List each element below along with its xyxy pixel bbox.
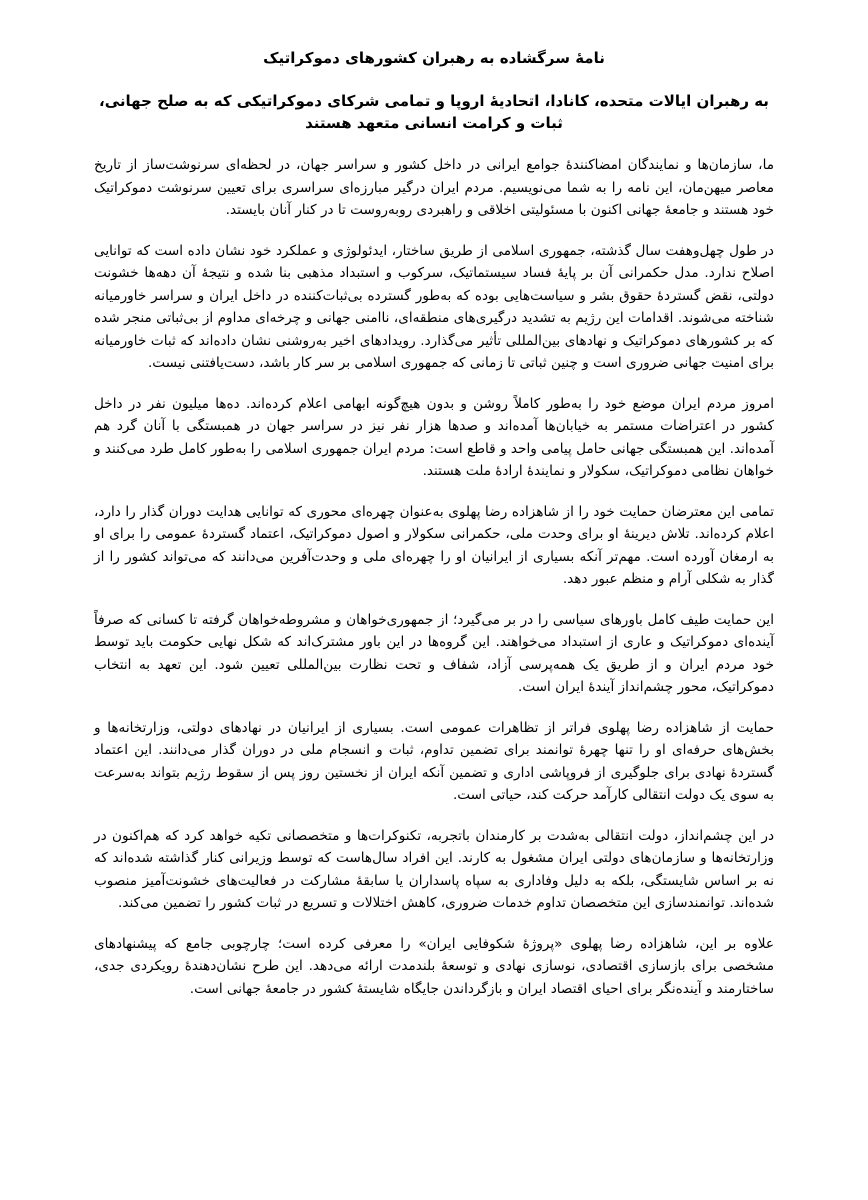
paragraph-8: علاوه بر این، شاهزاده رضا پهلوی «پروژهٔ شکوفایی ایران» را معرفی کرده است؛ چارچوبی جامع که پیشنهادهای مشخصی برای بازسازی اقتصادی، نوسازی نهادی و توسعهٔ بلندمدت ارائه می‌دهد. این طرح نشان‌دهندهٔ رویکردی جدی، ساختارمند و آینده‌نگر برای احیای اقتصاد ایران و بازگرداندن جایگاه شایستهٔ کشور در جامعهٔ جهانی است. bbox=[94, 935, 774, 997]
paragraph-3: امروز مردم ایران موضع خود را به‌طور کاملاً روشن و بدون هیچ‌گونه ابهامی اعلام کرده‌اند. ده‌ها میلیون نفر در داخل کشور در اعتراضات مستمر به خیابان‌ها آمده‌اند و صدها هزار نفر نیز در سراسر جهان در همبستگی با آنان گرد هم آمده‌اند. این همبستگی جهانی حامل پیامی واحد و قاطع است: مردم ایران جمهوری اسلامی را به‌طور کامل طرد می‌کنند و خواهان نظامی دموکراتیک، سکولار و نمایندهٔ ارادهٔ ملت هستند. bbox=[94, 395, 774, 479]
paragraph-5: این حمایت طیف کامل باورهای سیاسی را در بر می‌گیرد؛ از جمهوری‌خواهان و مشروطه‌خواهان گرفته تا کسانی که صرفاً آینده‌ای دموکراتیک و عاری از استبداد می‌خواهند. این گروه‌ها در این باور مشترک‌اند که شکل نهایی حکومت باید توسط خود مردم ایران و از طریق یک همه‌پرسی آزاد، شفاف و تحت نظارت بین‌المللی تعیین شود. این تعهد به انتخاب دموکراتیک، محور چشم‌انداز آیندهٔ ایران است. bbox=[94, 611, 774, 695]
letter-subtitle: به رهبران ایالات متحده، کانادا، اتحادیهٔ اروپا و تمامی شرکای دموکراتیکی که به صلح جهانی، ثبات و کرامت انسانی متعهد هستند bbox=[99, 92, 769, 132]
paragraph-2: در طول چهل‌وهفت سال گذشته، جمهوری اسلامی از طریق ساختار، ایدئولوژی و عملکرد خود نشان داده است که توانایی اصلاح ندارد. مدل حکمرانی آن بر پایهٔ فساد سیستماتیک، سرکوب و استبداد مذهبی بنا شده و نتیجهٔ آن دهه‌ها خشونت دولتی، نقض گستردهٔ حقوق بشر و سیاست‌هایی بوده که به‌طور گسترده بی‌ثبات‌کننده در داخل ایران و سراسر خاورمیانه شناخته می‌شوند. اقدامات این رژیم به تشدید درگیری‌های منطقه‌ای، ناامنی جهانی و چرخه‌ای مداوم از بی‌ثباتی منجر شده که بر کشورهای دموکراتیک و نهادهای بین‌المللی تأثیر می‌گذارد. رویدادهای اخیر به‌روشنی نشان داده‌اند که ثبات خاورمیانه برای امنیت جهانی ضروری است و چنین ثباتی تا زمانی که جمهوری اسلامی بر سر کار باشد، دست‌یافتنی نیست. bbox=[94, 242, 774, 371]
letter-title: نامهٔ سرگشاده به رهبران کشورهای دموکراتیک bbox=[263, 49, 605, 67]
paragraph-6: حمایت از شاهزاده رضا پهلوی فراتر از تظاهرات عمومی است. بسیاری از ایرانیان در نهادهای دولتی، وزارتخانه‌ها و بخش‌های حرفه‌ای او را تنها چهرهٔ توانمند برای تضمین تداوم، ثبات و انسجام ملی در دوران گذار می‌دانند. این اعتماد گستردهٔ نهادی برای جلوگیری از فروپاشی اداری و تضمین آنکه ایران از نخستین روز پس از سقوط رژیم بتواند به‌سرعت به سوی یک دولت انتقالی کارآمد حرکت کند، حیاتی است. bbox=[94, 719, 774, 803]
paragraph-7: در این چشم‌انداز، دولت انتقالی به‌شدت بر کارمندان باتجربه، تکنوکرات‌ها و متخصصانی تکیه خواهد کرد که هم‌اکنون در وزارتخانه‌ها و سازمان‌های دولتی ایران مشغول به کارند. این افراد سال‌هاست که توسط وزیرانی کنار گذاشته شده‌اند که نه بر اساس شایستگی، بلکه به دلیل وفاداری به سپاه پاسداران یا سابقهٔ مشارکت در فعالیت‌های خشونت‌آمیز منصوب شده‌اند. توانمندسازی این متخصصان تداوم خدمات ضروری، کاهش اختلالات و تسریع در ثبات کشور را تضمین می‌کند. bbox=[94, 827, 774, 911]
paragraph-4: تمامی این معترضان حمایت خود را از شاهزاده رضا پهلوی به‌عنوان چهره‌ای محوری که توانایی هدایت دوران گذار را دارد، اعلام کرده‌اند. تلاش دیرینهٔ او برای وحدت ملی، حکمرانی سکولار و اصول دموکراتیک، اعتماد گستردهٔ عمومی را برای او به ارمغان آورده است. مهم‌تر آنکه بسیاری از ایرانیان او را چهره‌ای ملی و وحدت‌آفرین می‌دانند که می‌تواند کشور را از گذار به شکلی آرام و منظم عبور دهد. bbox=[94, 503, 774, 587]
paragraph-1: ما، سازمان‌ها و نمایندگان امضاکنندهٔ جوامع ایرانی در داخل کشور و سراسر جهان، در لحظه‌ای سرنوشت‌ساز از تاریخ معاصر میهن‌مان، این نامه را به شما می‌نویسیم. مردم ایران درگیر مبارزه‌ای سراسری برای تعیین سرنوشت دموکراتیک خود هستند و جامعهٔ جهانی اکنون با مسئولیتی اخلاقی و راهبردی روبه‌روست تا در کنار آنان بایستد. bbox=[94, 157, 774, 218]
